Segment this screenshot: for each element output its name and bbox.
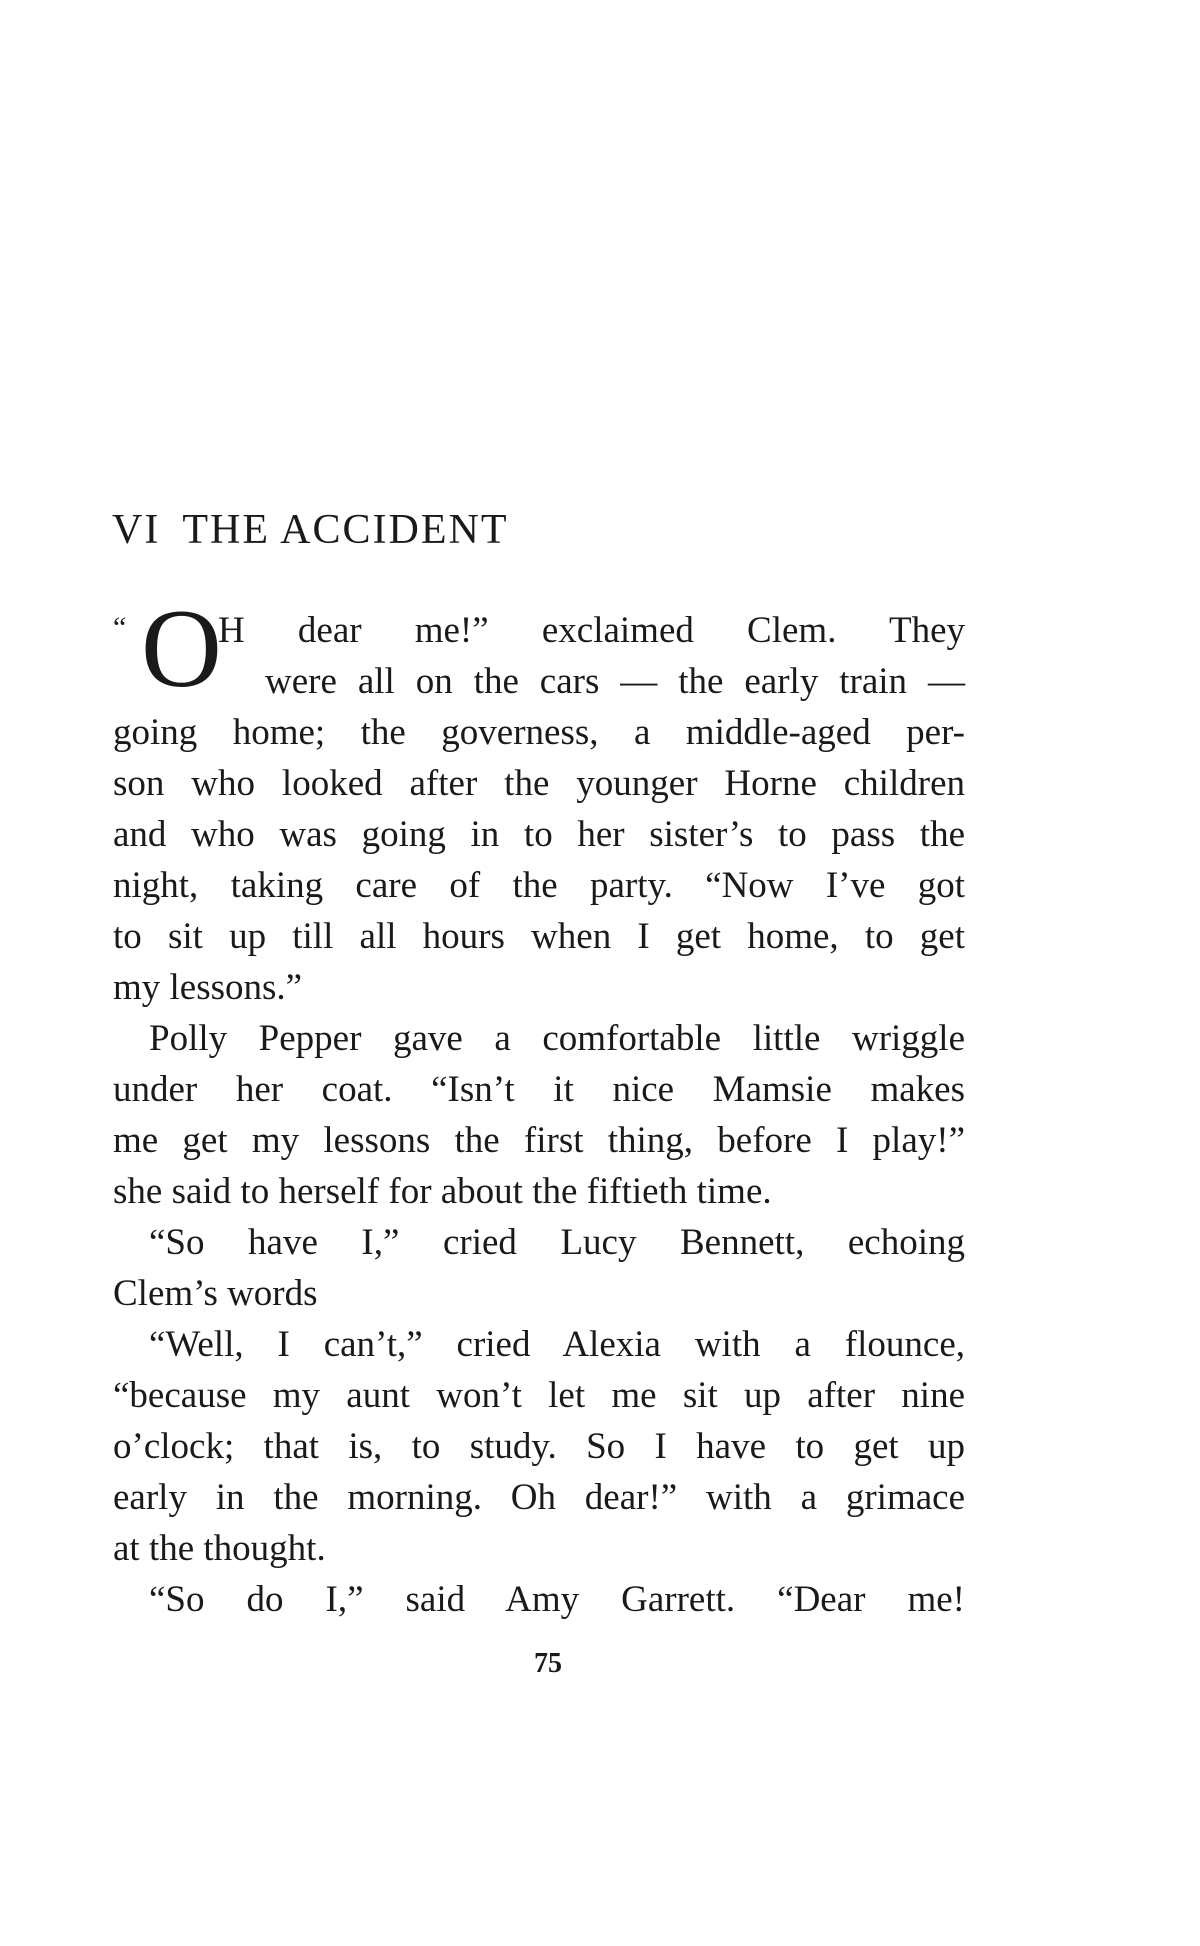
opening-quote-mark: “ xyxy=(113,611,127,644)
text-line: “So do I,” said Amy Garrett. “Dear me! xyxy=(149,1579,965,1620)
text-line: at the thought. xyxy=(113,1528,326,1569)
text-line: “Well, I can’t,” cried Alexia with a flounce, xyxy=(149,1324,965,1365)
text-line: son who looked after the younger Horne children xyxy=(113,763,965,804)
text-line: my lessons.” xyxy=(113,967,303,1008)
text-line: o’clock; that is, to study. So I have to get up xyxy=(113,1426,965,1467)
text-line: going home; the governess, a middle-aged per- xyxy=(113,712,965,753)
text-line: and who was going in to her sister’s to pass the xyxy=(113,814,965,855)
text-line: to sit up till all hours when I get home, to get xyxy=(113,916,965,957)
text-line: night, taking care of the party. “Now I’ve got xyxy=(113,865,965,906)
text-line: she said to herself for about the fiftieth time. xyxy=(113,1171,772,1212)
text-line: under her coat. “Isn’t it nice Mamsie makes xyxy=(113,1069,965,1110)
text-line: me get my lessons the first thing, before I play!” xyxy=(113,1120,965,1161)
text-line: Clem’s words xyxy=(113,1273,318,1314)
text-line: early in the morning. Oh dear!” with a grimace xyxy=(113,1477,965,1518)
chapter-title: THE ACCIDENT xyxy=(182,507,509,553)
opening-line-2: were all on the cars — the early train — xyxy=(265,661,965,702)
page-number: 75 xyxy=(534,1648,562,1679)
drop-cap-letter: O xyxy=(141,587,222,711)
chapter-number: VI xyxy=(112,507,161,553)
text-line: “So have I,” cried Lucy Bennett, echoing xyxy=(149,1222,965,1263)
opening-paragraph xyxy=(113,587,965,711)
text-line: Polly Pepper gave a comfortable little wriggle xyxy=(149,1018,965,1059)
body-text xyxy=(113,707,965,1625)
chapter-heading xyxy=(112,506,508,554)
text-line: “because my aunt won’t let me sit up after nine xyxy=(113,1375,965,1416)
opening-line-1: H dear me!” exclaimed Clem. They xyxy=(218,610,965,651)
